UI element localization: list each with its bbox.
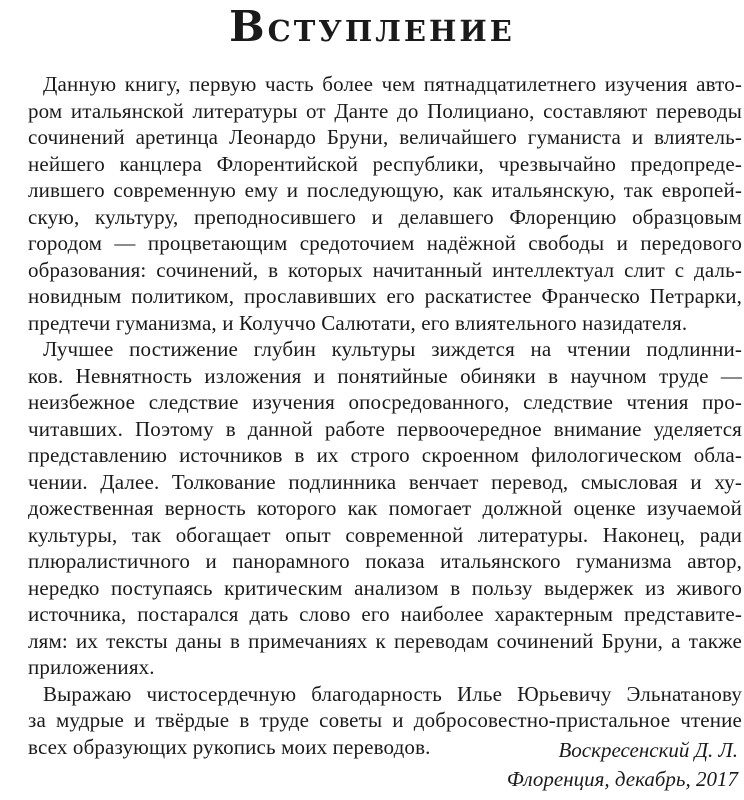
text-line: чении. Далее. Толкование подлинника венчает перевод, смысловая и ху-	[28, 469, 742, 494]
text-line: дожественная верность которого как помогает должной оценке изучаемой	[28, 496, 742, 520]
text-line: скую, культуру, преподносившего и делавшего Флоренцию образцовым	[28, 204, 742, 229]
text-line: всех образующих рукопись моих переводов.	[28, 734, 431, 759]
place-date: Флоренция, декабрь, 2017	[506, 767, 738, 791]
text-line: лям: их тексты даны в примечаниях к переводам сочинений Бруни, а также	[28, 628, 742, 653]
page-title: Вступление	[229, 2, 515, 51]
text-line: предтечи гуманизма, и Колуччо Салютати, его влиятельного назидателя.	[28, 310, 688, 335]
paragraph	[28, 336, 742, 681]
author-signature: Воскресенский Д. Л.	[558, 738, 738, 762]
text-line: образования: сочинений, в которых начитанный интеллектуал слит с даль-	[28, 257, 742, 282]
text-line: неизбежное следствие изучения опосредованного, следствие чтения про-	[28, 390, 742, 414]
text-line: ков. Невнятность изложения и понятийные обиняки в научном труде —	[28, 363, 742, 388]
text-line: источника, постарался дать слово его наиболее характерным представите-	[28, 602, 742, 626]
text-line: лившего современную ему и последующую, как итальянскую, так европей-	[28, 178, 742, 202]
text-line: приложениях.	[28, 655, 155, 679]
text-line: городом — процветающим средоточием надёжной свободы и передового	[28, 231, 742, 255]
text-line: культуры, так обогащает опыт современной литературы. Наконец, ради	[28, 522, 742, 547]
document-body	[28, 71, 742, 760]
text-line: Выражаю чистосердечную благодарность Илье Юрьевичу Эльнатанову	[43, 681, 742, 706]
text-line: ром итальянской литературы от Данте до Полициано, составляют переводы	[28, 98, 742, 123]
text-line: нейшего канцлера Флорентийской республики, чрезвычайно предопреде-	[28, 151, 742, 176]
text-line: сочинений аретинца Леонардо Бруни, величайшего гуманиста и влиятель-	[28, 125, 742, 149]
text-line: читавших. Поэтому в данной работе первоочередное внимание уделяется	[28, 416, 742, 441]
text-line: Данную книгу, первую часть более чем пятнадцатилетнего изучения авто-	[43, 72, 742, 96]
text-line: плюралистичного и панорамного показа итальянского гуманизма автор,	[28, 549, 742, 573]
text-line: новидным политиком, прославивших его раскатистее Франческо Петрарки,	[28, 284, 742, 308]
text-line: представлению источников в их строго скроенном филологическом обла-	[28, 443, 742, 467]
text-line: нередко поступаясь критическим анализом в пользу выдержек из живого	[28, 575, 742, 600]
text-line: Лучшее постижение глубин культуры зиждется на чтении подлинни-	[43, 337, 742, 361]
text-line: за мудрые и твёрдые в труде советы и добросовестно-пристальное чтение	[28, 708, 742, 732]
paragraph	[28, 71, 742, 336]
